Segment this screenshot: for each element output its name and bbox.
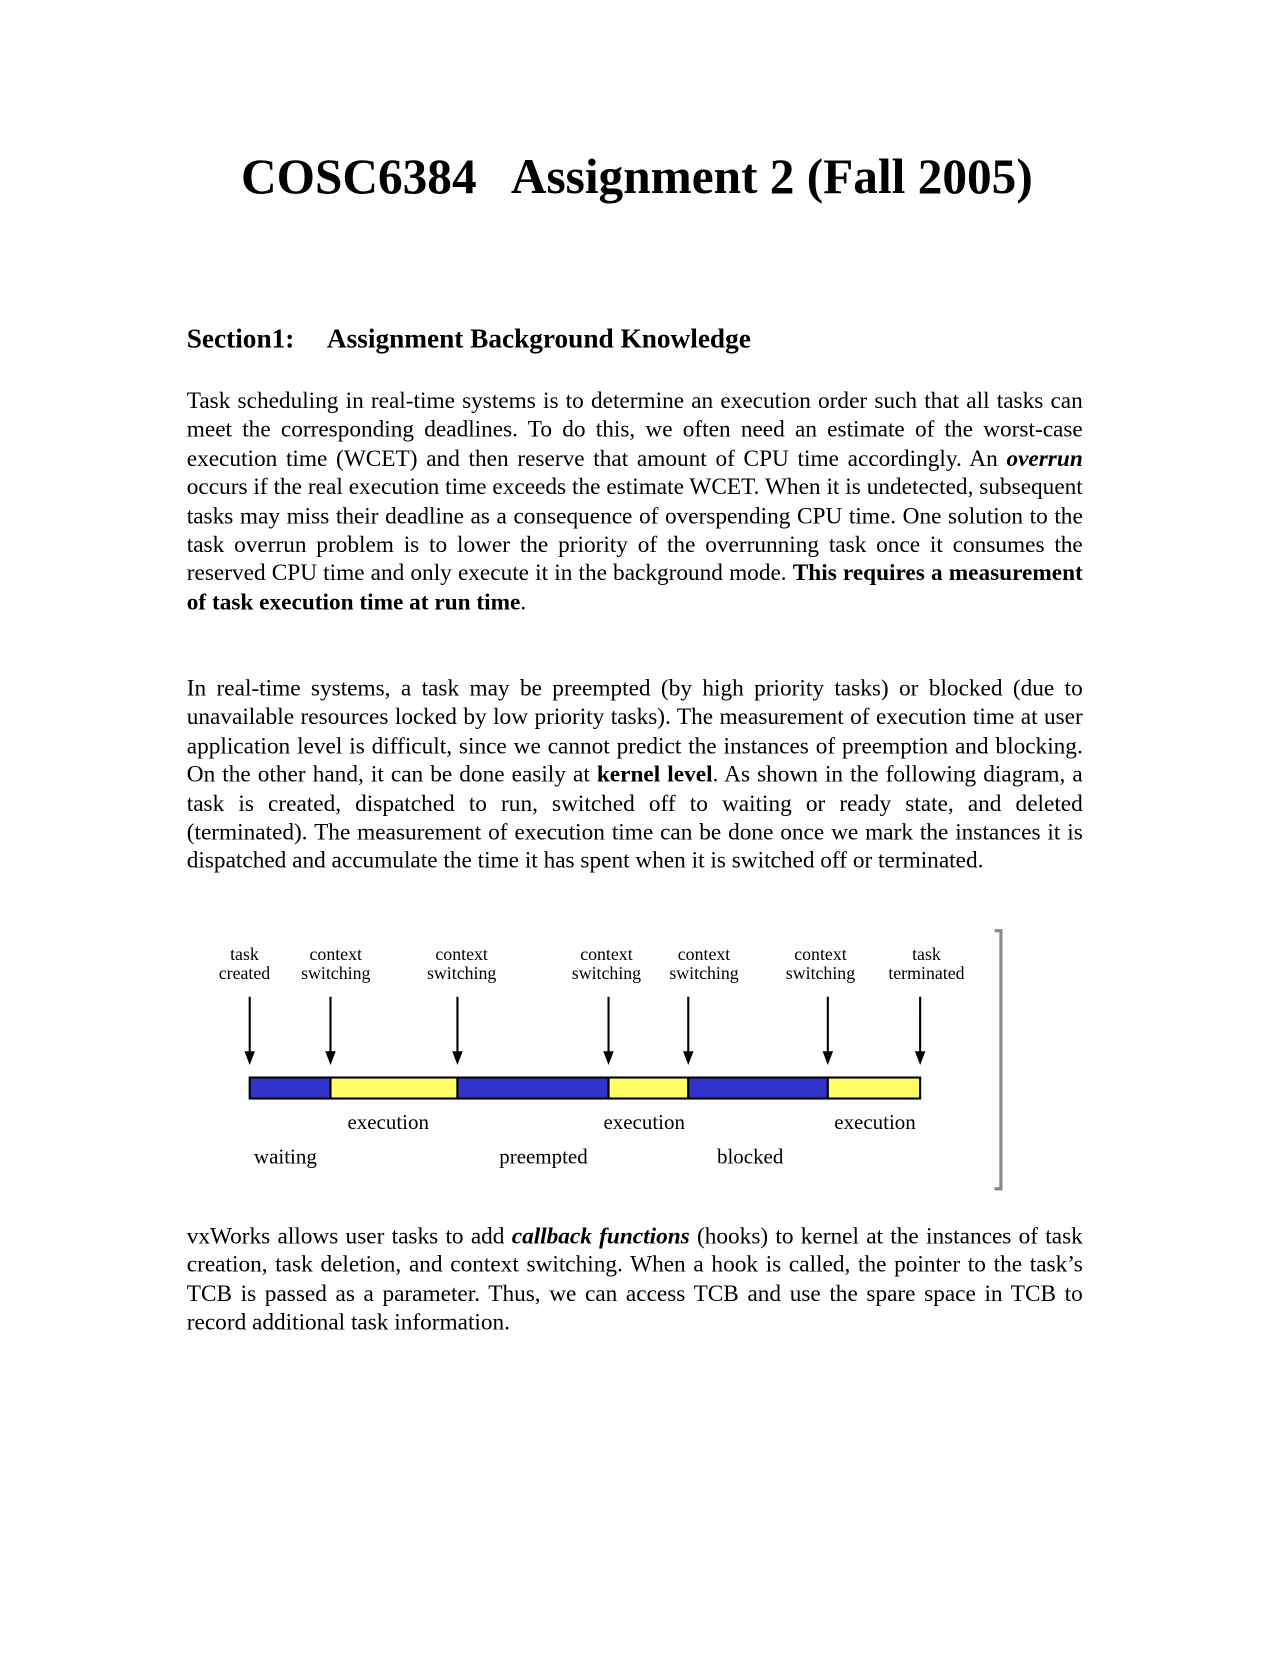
segment-label-execution: execution bbox=[603, 1109, 685, 1134]
paragraph-3 bbox=[187, 1221, 1083, 1336]
timeline-segment-execution bbox=[828, 1078, 920, 1099]
event-label-line2: switching bbox=[785, 962, 856, 983]
arrow-down-icon bbox=[452, 1051, 462, 1065]
arrow-down-icon bbox=[244, 1051, 254, 1065]
timeline-segment-blocked bbox=[688, 1078, 828, 1099]
segment-label-execution: execution bbox=[834, 1109, 916, 1134]
timeline-segment-preempted bbox=[457, 1078, 608, 1099]
emphasis-callback-functions: callback functions bbox=[511, 1222, 690, 1249]
event-label-line1: context bbox=[580, 944, 633, 965]
event-label-line1: context bbox=[677, 944, 731, 965]
event-label-line1: context bbox=[435, 944, 488, 965]
arrow-down-icon bbox=[915, 1051, 925, 1065]
event-label-line2: switching bbox=[571, 962, 642, 983]
event-label-line1: task bbox=[912, 944, 941, 965]
event-label-line2: created bbox=[218, 962, 271, 983]
paragraph-1 bbox=[187, 386, 1083, 616]
event-label-line1: context bbox=[794, 944, 847, 965]
event-label-line1: task bbox=[230, 944, 259, 965]
frame-border bbox=[995, 931, 1001, 1189]
timeline-segment-execution bbox=[330, 1078, 457, 1099]
emphasis-bold: This requires a measurement of task execution time at run time bbox=[186, 559, 1083, 615]
text: vxWorks allows user tasks to add bbox=[186, 1222, 512, 1249]
timeline-segment-waiting bbox=[250, 1078, 331, 1099]
event-label-line1: context bbox=[309, 944, 362, 965]
event-label-line2: switching bbox=[301, 962, 371, 983]
emphasis-kernel-level: kernel level bbox=[596, 760, 713, 788]
arrow-down-icon bbox=[683, 1051, 693, 1065]
text: In real-time systems, a task may be preempted (by high priority tasks) or blocked (due to unavailable resources locked by low priority tasks). The measurement of execution time at user application level is difficult, since we cannot predict the instances of preemption and blocking. On the other hand, it can be done easily at bbox=[186, 674, 1083, 788]
arrow-down-icon bbox=[325, 1051, 335, 1065]
text: (hooks) to kernel at the instances of task creation, task deletion, and context switching. When a hook is called, the pointer to the task’s TCB is passed as a parameter. Thus, we can access TCB and use the spare space in TCB to record additional task information. bbox=[186, 1222, 1083, 1335]
segment-label-waiting: waiting bbox=[253, 1144, 317, 1169]
arrow-down-icon bbox=[823, 1051, 833, 1065]
text: occurs if the real execution time exceeds the estimate WCET. When it is undetected, subsequent tasks may miss their deadline as a consequence of overspending CPU time. One solution to the task overrun problem is to lower the priority of the overrunning task once it consumes the reserved CPU time and only execute it in the background mode. bbox=[186, 473, 1083, 586]
arrow-down-icon bbox=[603, 1051, 613, 1065]
event-label-line2: switching bbox=[426, 962, 497, 983]
task-execution-diagram bbox=[178, 923, 1017, 1196]
document-title: COSC6384 Assignment 2 (Fall 2005) bbox=[240, 150, 1033, 205]
event-label-line2: switching bbox=[669, 962, 739, 983]
text: . As shown in the following diagram, a task is created, dispatched to run, switched off to waiting or ready state, and deleted (terminated). The measurement of execution time can be done once we mark the instances it is dispatched and accumulate the time it has spent when it is switched off or terminated. bbox=[186, 760, 1083, 874]
event-label-line2: terminated bbox=[888, 962, 965, 983]
text: . bbox=[520, 588, 527, 615]
paragraph-2 bbox=[187, 674, 1083, 875]
segment-label-preempted: preempted bbox=[499, 1144, 588, 1169]
emphasis-overrun: overrun bbox=[1006, 444, 1083, 471]
segment-label-blocked: blocked bbox=[716, 1144, 784, 1169]
text: Task scheduling in real-time systems is to determine an execution order such that all tasks can meet the corresponding deadlines. To do this, we often need an estimate of the worst-case execution time (WCET) and then reserve that amount of CPU time accordingly. An bbox=[186, 387, 1083, 471]
timeline-segment-execution bbox=[609, 1078, 689, 1099]
section-heading: Section1: Assignment Background Knowledge bbox=[186, 323, 751, 354]
segment-label-execution: execution bbox=[347, 1109, 429, 1134]
